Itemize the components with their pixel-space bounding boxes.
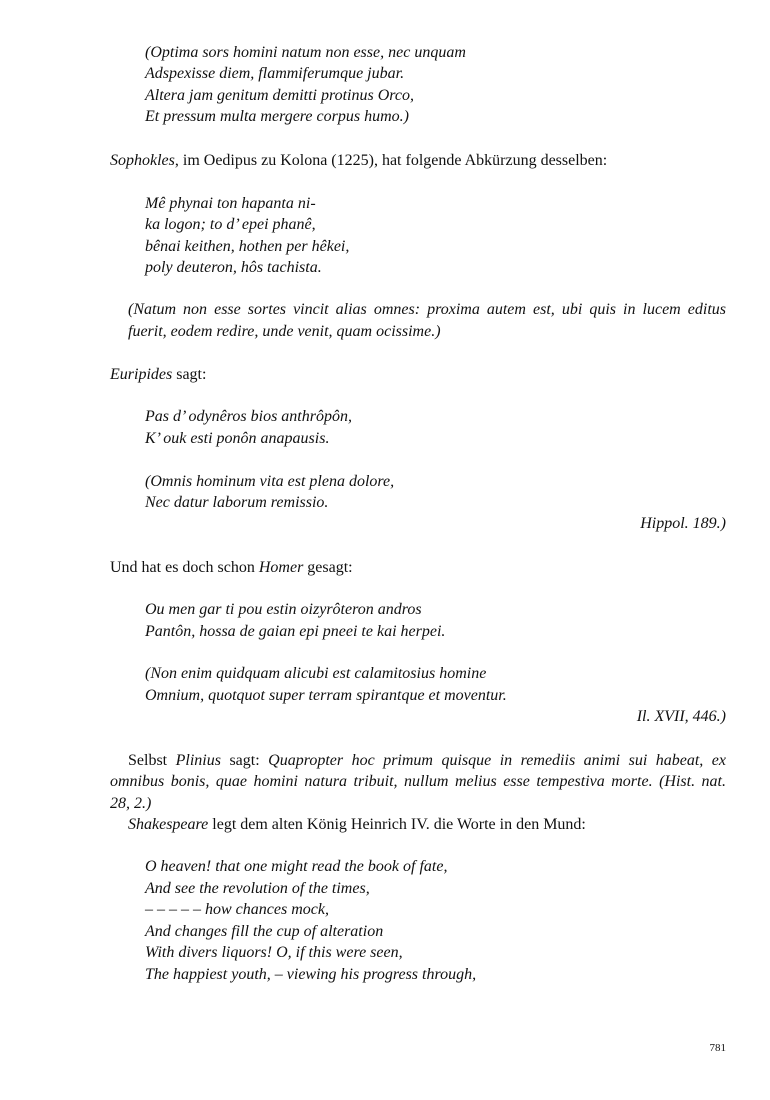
plinius-quote: Quapropter hoc primum quisque in remediis animi sui habeat, ex (268, 752, 726, 769)
verse-line: And see the revolution of the times, (145, 880, 370, 897)
citation-hippol: Hippol. 189.) (640, 515, 726, 532)
euripides-paragraph (110, 364, 206, 385)
shakespeare-paragraph (128, 814, 586, 835)
author-euripides: Euripides (110, 366, 173, 383)
citation-iliad: Il. XVII, 446.) (636, 708, 726, 725)
paragraph-text: , im Oedipus zu Kolona (1225), hat folgende Abkürzung desselben: (174, 152, 608, 169)
paragraph-text: gesagt: (303, 559, 353, 576)
plinius-quote: omnibus bonis, quae homini natura tribuit, nullum melius esse tempestiva morte. (Hist. nat. (110, 773, 726, 790)
page-number: 781 (709, 1042, 726, 1054)
verse-line: And changes fill the cup of alteration (145, 923, 384, 940)
verse-line: Pantôn, hossa de gaian epi pneei te kai herpei. (145, 623, 446, 640)
verse-line: Omnium, quotquot super terram spirantque et moventur. (145, 687, 507, 704)
verse-line: – – – – – how chances mock, (145, 901, 329, 918)
verse-line: O heaven! that one might read the book of fate, (145, 858, 448, 875)
paragraph-text: legt dem alten König Heinrich IV. die Worte in den Mund: (208, 816, 586, 833)
plinius-paragraph (128, 750, 726, 771)
verse-line: (Non enim quidquam alicubi est calamitosius homine (145, 665, 487, 682)
verse-line: Altera jam genitum demitti protinus Orco, (145, 87, 415, 104)
author-plinius: Plinius (175, 752, 221, 769)
latin-prose-line: (Natum non esse sortes vincit alias omnes: proxima autem est, ubi quis in lucem editus (128, 301, 726, 318)
paragraph-text: Selbst (128, 752, 176, 769)
author-sophokles: Sophokles (110, 152, 175, 169)
homer-paragraph (110, 557, 353, 578)
plinius-quote: 28, 2.) (110, 795, 152, 812)
latin-prose-line: fuerit, eodem redire, unde venit, quam ocissime.) (128, 323, 441, 340)
author-shakespeare: Shakespeare (128, 816, 209, 833)
verse-line: Nec datur laborum remissio. (145, 494, 329, 511)
author-homer: Homer (258, 559, 304, 576)
verse-line: poly deuteron, hôs tachista. (145, 259, 322, 276)
verse-line: The happiest youth, – viewing his progress through, (145, 966, 477, 983)
verse-line: (Omnis hominum vita est plena dolore, (145, 473, 395, 490)
verse-line: Mê phynai ton hapanta ni- (145, 195, 316, 212)
verse-line: Pas d’ odynêros bios anthrôpôn, (145, 408, 352, 425)
verse-line: Ou men gar ti pou estin oizyrôteron andros (145, 601, 422, 618)
verse-line: bênai keithen, hothen per hêkei, (145, 238, 350, 255)
verse-line: With divers liquors! O, if this were seen, (145, 944, 403, 961)
paragraph-text: sagt: (220, 752, 269, 769)
verse-line: K’ ouk esti ponôn anapausis. (145, 430, 330, 447)
paragraph-text: sagt: (172, 366, 207, 383)
verse-line: (Optima sors homini natum non esse, nec unquam (145, 44, 466, 61)
verse-line: Et pressum multa mergere corpus humo.) (145, 108, 409, 125)
paragraph-text: Und hat es doch schon (110, 559, 259, 576)
verse-line: Adspexisse diem, flammiferumque jubar. (145, 65, 405, 82)
sophokles-paragraph (110, 150, 607, 171)
verse-line: ka logon; to d’ epei phanê, (145, 216, 316, 233)
